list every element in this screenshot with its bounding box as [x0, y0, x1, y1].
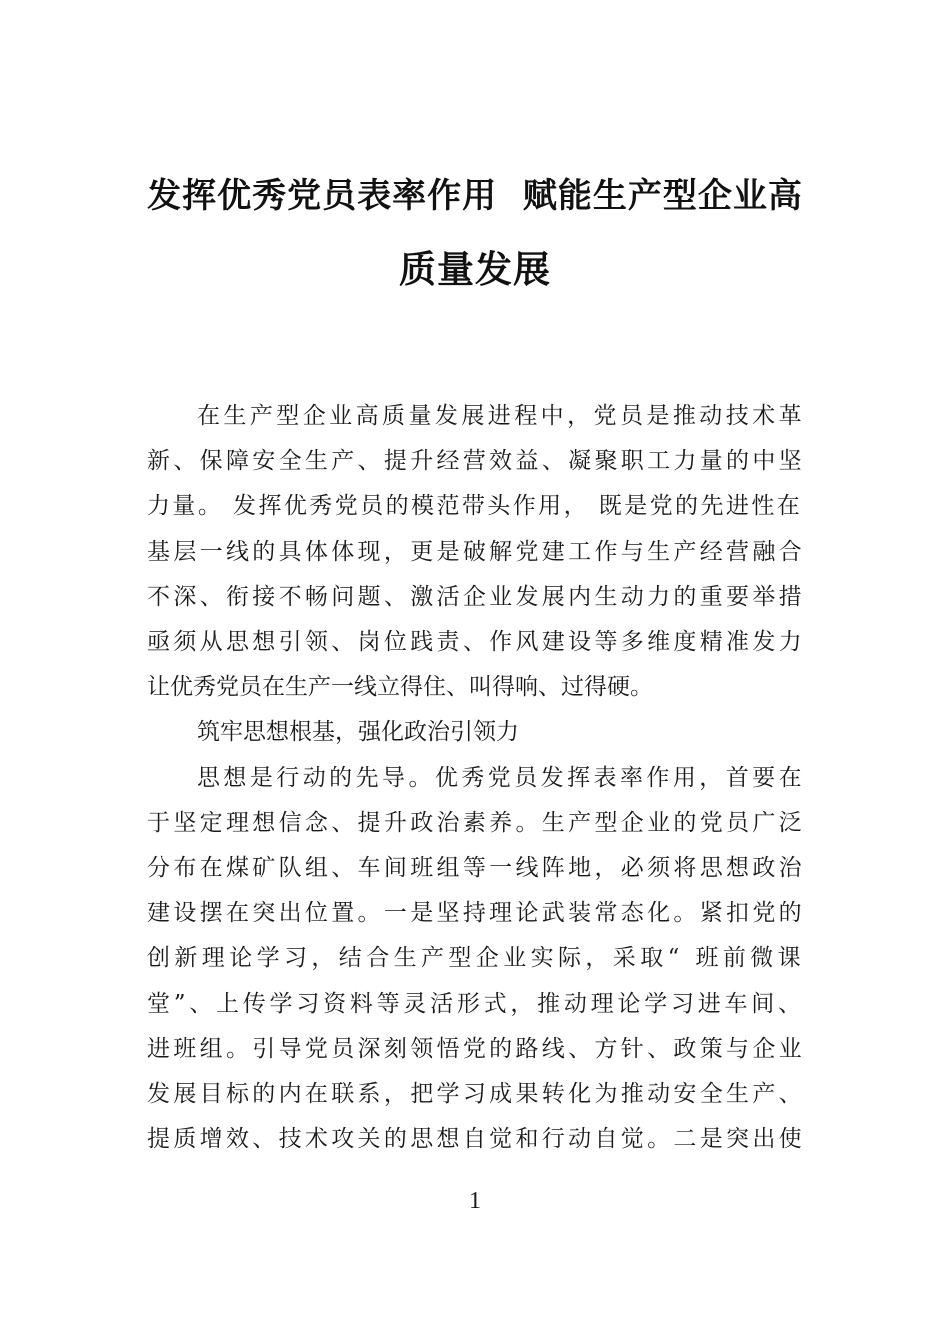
paragraph-line: 提质增效、技术攻关的思想自觉和行动自觉。二是突出使	[147, 1126, 805, 1153]
paragraph-line: 基层一线的具体体现，更是破解党建工作与生产经营融合	[147, 538, 805, 565]
paragraph-line: 不深、衔接不畅问题、激活企业发展内生动力的重要举措	[147, 583, 805, 610]
paragraph-line: 思想是行动的先导。优秀党员发挥表率作用，首要在	[197, 764, 805, 791]
paragraph-line: 于坚定理想信念、提升政治素养。生产型企业的党员广泛	[147, 809, 805, 836]
paragraph-line: 筑牢思想根基，强化政治引领力	[197, 719, 519, 746]
document-title-line-2: 质量发展	[399, 247, 551, 291]
paragraph-line: 创新理论学习，结合生产型企业实际，采取“ 班前微课	[147, 945, 806, 972]
paragraph-line: 分布在煤矿队组、车间班组等一线阵地，必须将思想政治	[147, 855, 805, 881]
page-number: 1	[469, 1188, 481, 1214]
paragraph-line: 在生产型企业高质量发展进程中，党员是推动技术革	[197, 403, 805, 429]
paragraph-line: 发展目标的内在联系，把学习成果转化为推动安全生产、	[147, 1081, 805, 1107]
document-title-line-1: 发挥优秀党员表率作用 赋能生产型企业高	[147, 176, 803, 216]
paragraph-line: 力量。 发挥优秀党员的模范带头作用， 既是党的先进性在	[147, 493, 803, 520]
paragraph-line: 堂”、上传学习资料等灵活形式，推动理论学习进车间、	[147, 990, 805, 1017]
paragraph-line: 进班组。引导党员深刻领悟党的路线、方针、政策与企业	[147, 1035, 805, 1062]
paragraph-line: 建设摆在突出位置。一是坚持理论武装常态化。紧扣党的	[147, 900, 805, 927]
paragraph-line: 新、保障安全生产、提升经营效益、凝聚职工力量的中坚	[147, 448, 805, 475]
paragraph-line: 让优秀党员在生产一线立得住、叫得响、过得硬。	[147, 674, 653, 701]
paragraph-line: 亟须从思想引领、岗位践责、作风建设等多维度精准发力	[147, 629, 805, 655]
